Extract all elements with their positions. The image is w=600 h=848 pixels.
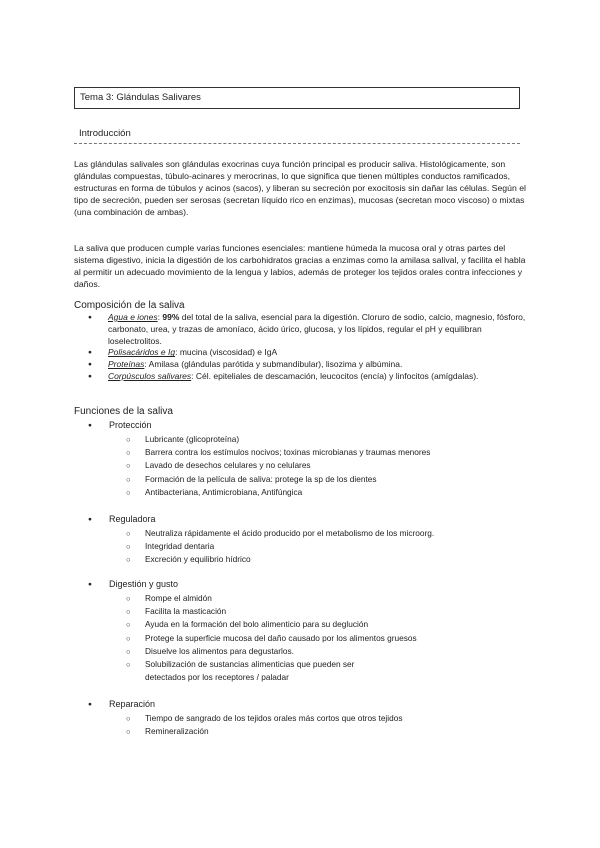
composition-text: del total de la saliva, esencial para la digestión. Cloruro de sodio, calcio, magnesio, fósforo, carbonato, urea, y trazas de amoníaco, ácido úrico, glucosa, y los lípidos, regular el pH y equilibran loselectrolitos. (108, 312, 526, 346)
function-item: ○ Neutraliza rápidamente el ácido producido por el metabolismo de los microorg. (110, 527, 530, 540)
composition-text: Cél. epiteliales de descamación, leucocitos (encía) y linfocitos (amígdalas). (195, 370, 479, 381)
functions-title: Funciones de la saliva (74, 406, 173, 417)
composition-term: Proteínas (108, 359, 145, 370)
function-item: ○ Lavado de desechos celulares y no celulares (110, 459, 530, 472)
composition-list (74, 312, 530, 383)
function-item: ○ Tiempo de sangrado de los tejidos orales más cortos que otros tejidos (110, 712, 530, 725)
intro-paragraph-2: La saliva que producen cumple varias funciones esenciales: mantiene húmeda la mucosa oral y otras partes del sistema digestivo, inicia la digestión de los carbohidratos gracias a enzimas como la amilasa salival, y facilita el habla al permitir un adecuado movimiento de la lengua y labios, además de proteger los tejidos orales contra infecciones y daños. (74, 243, 526, 289)
document-title: Tema 3: Glándulas Salivares (74, 87, 520, 109)
function-item: ○ Ayuda en la formación del bolo alimenticio para su deglución (110, 618, 530, 631)
function-item: ○ Disuelve los alimentos para degustarlos. (110, 645, 530, 658)
composition-item: ● Agua e iones: 99% del total de la saliva, esencial para la digestión. Cloruro de sodio, calcio, magnesio, fósforo, carbonato, urea, y trazas de amoníaco, ácido úrico, glucosa, y los lípidos, regular el pH y equilibran loselectrolitos. (74, 312, 530, 347)
composition-item: ● Polisacáridos e Ig: mucina (viscosidad) e IgA (74, 347, 530, 359)
function-group-list (110, 712, 530, 738)
function-item: ○ Barrera contra los estímulos nocivos; toxinas microbianas y traumas menores (110, 446, 530, 459)
composition-title: Composición de la saliva (74, 300, 185, 311)
dashed-divider (74, 143, 520, 144)
composition-term: Corpúsculos salivares (108, 370, 192, 381)
function-item: ○ Integridad dentaria (110, 540, 530, 553)
function-group-list (110, 433, 530, 499)
function-item: ○ Lubricante (glicoproteína) (110, 433, 530, 446)
function-item: ○ Antibacteriana, Antimicrobiana, Antifúngica (110, 486, 530, 499)
function-item: ○ Excreción y equilibrio hídrico (110, 553, 530, 566)
composition-text: Amilasa (glándulas parótida y submandibular), lisozima y albúmina. (148, 359, 403, 370)
intro-paragraph-1: Las glándulas salivales son glándulas exocrinas cuya función principal es producir saliva. Histológicamente, son glándulas compuestas, túbulo-acinares y merocrinas, lo que significa que tienen múltiples conductos ramificados, estructuras en forma de túbulos y acinos (sacos), y liberan su secreción por exocitosis sin dañar las células. Según el tipo de secreción, pueden ser serosas (secretan líquido rico en enzimas), mucosas (secretan moco viscoso) o mixtas (una combinación de ambas). (74, 159, 526, 217)
function-item: ○ Protege la superficie mucosa del daño causado por los alimentos gruesos (110, 632, 530, 645)
composition-item: ● Corpúsculos salivares: Cél. epiteliales de descamación, leucocitos (encía) y linfocitos (amígdalas). (74, 371, 530, 383)
function-group-list (110, 592, 530, 684)
composition-term: Agua e iones (108, 312, 158, 322)
function-item: ○ Facilita la masticación (110, 605, 530, 618)
intro-heading: Introducción (79, 128, 131, 139)
composition-text: mucina (viscosidad) e IgA (179, 347, 278, 358)
composition-term: Polisacáridos e Ig (108, 347, 176, 358)
function-item: ○ Solubilización de sustancias alimenticias que pueden ser detectados por los receptores / paladar (110, 658, 530, 684)
function-item: ○ Rompe el almidón (110, 592, 530, 605)
function-group-list (110, 527, 530, 567)
function-item: ○ Formación de la película de saliva: protege la sp de los dientes (110, 473, 530, 486)
composition-item: ● Proteínas: Amilasa (glándulas parótida y submandibular), lisozima y albúmina. (74, 359, 530, 371)
composition-highlight: 99% (162, 312, 180, 322)
function-item: ○ Remineralización (110, 725, 530, 738)
